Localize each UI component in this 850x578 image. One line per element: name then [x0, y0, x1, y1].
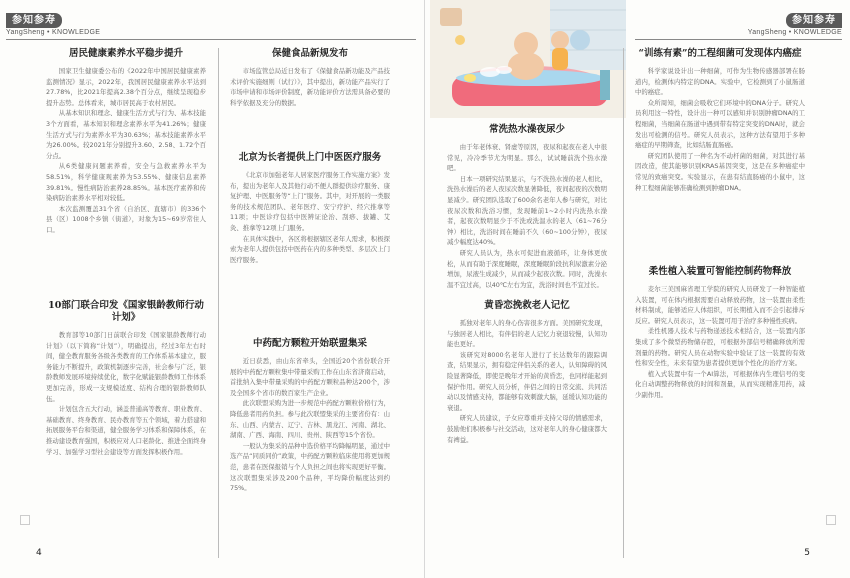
header-rule [6, 39, 416, 40]
article-paragraph: 《北京市加强老年人居家医疗服务工作实施方案》发布，提出为老年人及其他行动不便人群提供诊疗服务、康复护理、中医服务等“上门”服务。其中，对开展的一类服务的技术规范团队、老年医疗、安宁疗护、经穴推拿等11项；中医诊疗包括中医辨证论治、刮痧、拔罐、艾灸、推拿等12项上门服务。 [230, 171, 390, 232]
article-paragraph: 从基本知识和理念、健康生活方式与行为、基本技能3个方面看，基本知识和理念素养水平为41.26%；健康生活方式与行为素养水平为30.63%；基本技能素养水平为26.00%。较2021年分别提升3.60、2.58、1.72个百分点。 [46, 109, 207, 160]
article-paragraph: 由于年老体衰、肾虚等原因，夜尿和起夜在老人中很常见，冷冷季节尤为明显。那么，试试睡前洗个热水澡吧。 [447, 143, 607, 173]
article-tcm-granules [230, 338, 390, 494]
article-paragraph: 研究团队使用了一种名为不动杆菌的细菌，对其进行基因改造，使其能够识别KRAS基因突变，这是在多种癌症中常见的致癌突变。实验显示，在患有结直肠癌的小鼠中，这种工程细菌能够准确检测到肿瘤DNA。 [635, 151, 805, 192]
article-health-food [230, 48, 390, 108]
article-paragraph: 在具体实践中，各区将根据辖区老年人需求，积极探索为老年人提供包括中医药在内的多种类型、多层次上门医疗服务。 [230, 234, 390, 264]
article-title: 10部门联合印发《国家银龄教师行动计划》 [48, 300, 204, 323]
section-subtitle: YangSheng • KNOWLEDGE [6, 29, 101, 36]
section-badge: 参知参寿 [786, 13, 842, 28]
article-paragraph: 柔性机器人技术与药物递送技术相结合，这一装置内部集成了多个微型药物储存腔，可根据外部信号精确释放所需剂量的药物。研究人员在动物实验中验证了这一装置的有效性和安全性，未来有望为患者提供更加个性化的治疗方案。 [635, 327, 805, 368]
article-title: 保健食品新规发布 [271, 48, 348, 59]
article-paragraph: 研究人员建议，子女应尊重并支持父母的情感需求，鼓励他们积极参与社交活动，这对老年人的身心健康都大有裨益。 [447, 414, 607, 444]
article-paragraph: 科学家说设计出一种细菌，可作为生物传感器部署在肠道内，检测体内特定的DNA。实验中，它检测到了小鼠肠道中的癌症。 [635, 67, 805, 97]
article-paragraph: 一般认为集采的品种中选价格平均降幅明显，通过中选产品“同质同价”政策，中药配方颗粒临床使用将更加规范，患者在医保报销与个人负担之间也将实现更好平衡。这次联盟集采涉及200个品种，平均降价幅度达到约75%。 [230, 441, 390, 493]
article-paragraph: 研究人员认为，热水可促进血液循环，让身体更放松，从而有助于深度睡眠，深度睡眠阶段抗利尿激素分泌增加，尿液生成减少，从而减少起夜次数。同时，洗澡水温不宜过高，以40℃左右为宜，洗浴时间也不宜过长。 [447, 248, 607, 289]
article-title: 黄昏恋挽救老人记忆 [484, 300, 570, 311]
article-beijing-tcm [230, 152, 390, 265]
column-divider [623, 48, 624, 558]
article-paragraph: 日本一项研究结果显示，与不洗热水澡的老人相比，洗热水澡后的老人夜尿次数显著降低，夜间起夜的次数明显减少。研究团队选取了600余名老年人参与研究，对比夜尿次数和洗浴习惯，发现睡前1~2小时内洗热水澡者，起夜次数明显少于不洗或洗温水的老人（61~76分钟）相比，洗浴时间在睡前不久（60~100分钟），夜尿减少幅度达40%。 [447, 174, 607, 247]
article-title: 常洗热水澡夜尿少 [488, 124, 565, 135]
article-paragraph: 众所周知，细菌会吸收它们环境中的DNA分子。研究人员利用这一特性，设计出一种可以感知并识别肿瘤DNA的工程细菌，当细菌在肠道中遇到带有特定突变的DNA时，就会发出可检测的信号。研究人员表示，这种方法有望用于多种癌症的早期筛查，比如结肠直肠癌。 [635, 98, 805, 150]
article-title: 柔性植入装置可智能控制药物释放 [648, 266, 792, 277]
article-health-literacy [46, 48, 206, 236]
article-engineered-bacteria [635, 48, 805, 193]
article-flexible-implant [635, 266, 805, 401]
column-divider [218, 48, 219, 558]
article-paragraph: 从6类健康问题素养看，安全与急救素养水平为58.51%，科学健康观素养为53.55%、健康信息素养39.81%。慢性病防治素养28.85%。基本医疗素养和传染病防治素养水平相对较低。 [46, 162, 206, 203]
section-badge: 参知参寿 [6, 13, 62, 28]
article-paragraph: 孤独对老年人的身心伤害很多方面。美国研究发现，与独居老人相比，有伴侣的老人记忆力衰退较慢，认知功能也更好。 [447, 319, 607, 349]
article-paragraph: 教育部等10部门日前联合印发《国家银龄教师行动计划》（以下简称“计划”），明确提出，经过3年左右时间，健全教育服务各级各类教育的工作体系基本建立，服务能力不断提升，政策机制逐步完善，社会参与广泛，银龄教师发展环境持续优化，数字化赋能银龄教师工作体系更加完善，形成一支规模适度、结构合理的银龄教师队伍。 [46, 331, 206, 403]
article-paragraph: 本次监测覆盖31个省（自治区、直辖市）的336个县（区）1008个乡镇（街道），对象为15~69岁常住人口。 [46, 204, 206, 234]
section-subtitle: YangSheng • KNOWLEDGE [747, 29, 842, 36]
article-twilight-romance [447, 300, 607, 445]
article-title: 北京为长者提供上门中医医疗服务 [238, 152, 382, 163]
article-title: “训练有素”的工程细菌可发现体内癌症 [638, 48, 802, 59]
article-paragraph: 植入式装置中有一个AI算法，可根据体内生理信号的变化自动调整药物释放的时间和剂量，从而实现精准用药，减少副作用。 [635, 369, 805, 399]
article-paragraph: 麦尔三美国麻省理工学院的研究人员研发了一种智能植入装置，可在体内根据需要自动释放药物，这一装置由柔性材料制成，能够适应人体组织，可长期植入而不会引起排斥反应。研究人员表示，这一装置可用于治疗多种慢性疾病。 [635, 285, 805, 325]
article-paragraph: 计划包含五大行动，涵盖普通高等教育、职业教育、基础教育、终身教育、民办教育等五个领域，着力搭建和拓展服务平台和渠道，健全服务学习体系和保障体系，在推动建设教育强国，积极应对人口老龄化、推进全面终身学习、加强学习型社会建设等方面发挥积极作用。 [46, 405, 206, 456]
article-paragraph: 市场监管总局近日发布了《保健食品新功能及产品技术评价实施细则（试行）》，其中提出，新功能产品实行了市场申请和市场评价制度，新功能评价方法需具备必要的科学依据及充分的数据。 [230, 67, 390, 107]
right-page [425, 0, 850, 578]
article-paragraph: 该研究对8000名老年人进行了长达数年的跟踪调查，结果显示，拥有稳定伴侣关系的老人，认知障碍的风险显著降低，即使是晚年才开始的黄昏恋，也同样能起到保护作用。研究人员分析，伴侣之间的日常交流、共同活动以及情感支持，都能够有效刺激大脑，延缓认知功能的衰退。 [447, 350, 607, 412]
print-mark [826, 515, 836, 525]
page-number: 4 [36, 548, 42, 558]
article-title: 居民健康素养水平稳步提升 [68, 48, 183, 59]
article-paragraph: 近日获悉，由山东省牵头，全国近20个省份联合开展的中药配方颗粒集中带量采购工作在山东省济南启动，首批纳入集中带量采购的中药配方颗粒品种达200个，涉及全国多个省市的数百家生产企业。 [230, 357, 390, 397]
page-number: 5 [804, 548, 810, 558]
print-mark [20, 515, 30, 525]
bath-scene-icon [430, 0, 626, 118]
article-silver-teacher [46, 300, 206, 457]
article-hot-bath [447, 124, 607, 290]
bath-illustration [430, 0, 626, 118]
header-rule [635, 39, 842, 40]
article-paragraph: 此次联盟采购为进一步规范中药配方颗粒价格行为，降低患者用药负担。参与此次联盟集采的主要省份有：山东、山西、内蒙古、辽宁、吉林、黑龙江、河南、湖北、湖南、广西、海南、四川、贵州、陕西等15个省份。 [230, 399, 390, 440]
article-paragraph: 国家卫生健康委公布的《2022年中国居民健康素养监测情况》显示，2022年，我国居民健康素养水平达到27.78%，比2021年提高2.38个百分点，继续呈现稳步提升态势。总体看来，城市居民高于农村居民。 [46, 67, 206, 107]
article-title: 中药配方颗粒开始联盟集采 [252, 338, 367, 349]
